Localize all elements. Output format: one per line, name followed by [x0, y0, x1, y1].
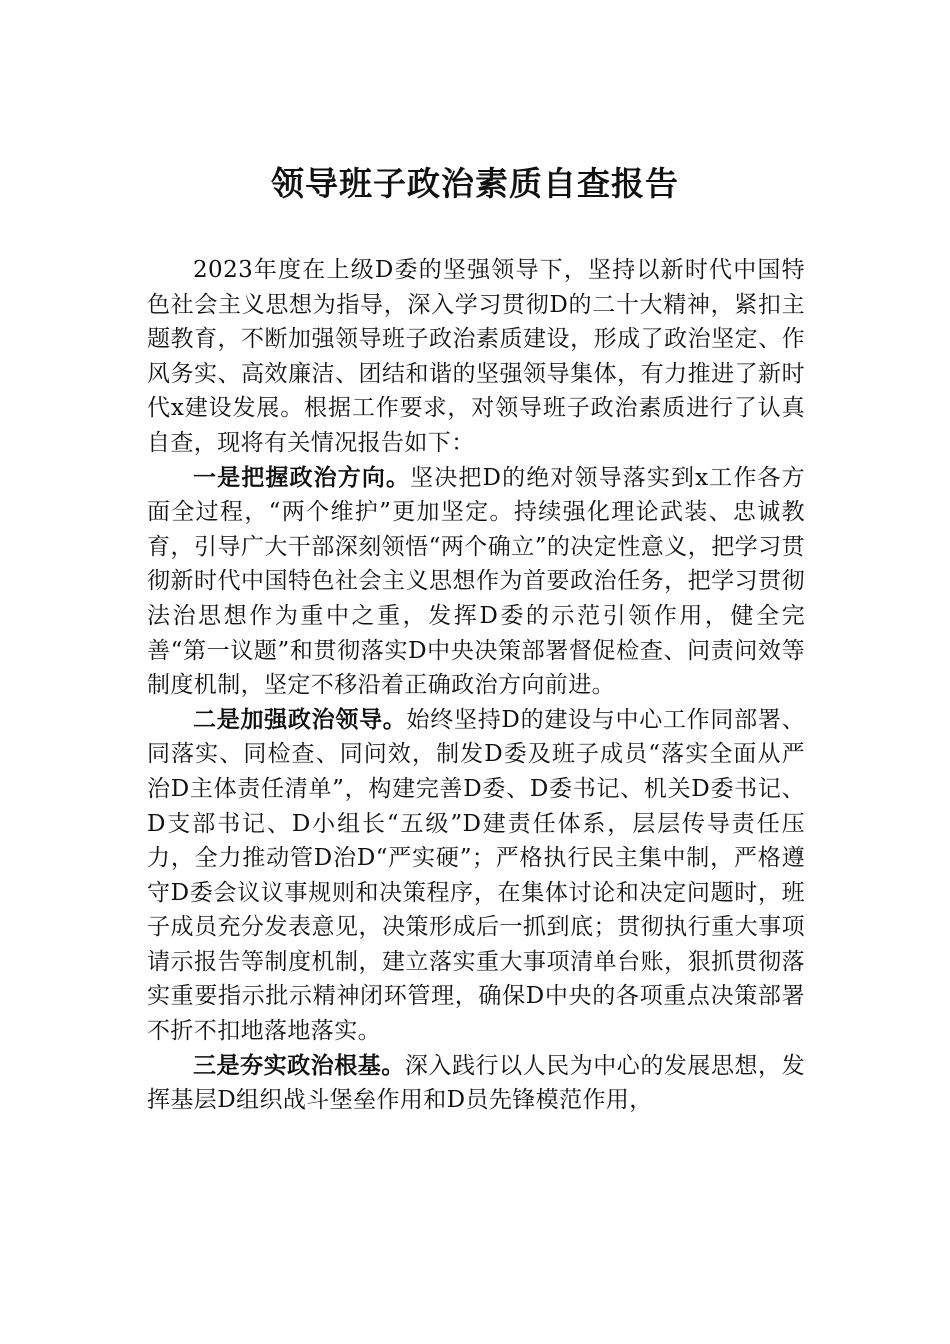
paragraph-text: 始终坚持D的建设与中心工作同部署、同落实、同检查、同问效，制发D委及班子成员“落实全面从严治D主体责任清单”，构建完善D委、D委书记、机关D委书记、D支部书记、D小组长“五级”D建责任体系，层层传导责任压力，全力推动管D治D“严实硬”；严格执行民主集中制，严格遵守D委会议议事规则和决策程序，在集体讨论和决定问题时，班子成员充分发表意见，决策形成后一抓到底；贯彻执行重大事项请示报告等制度机制，建立落实重大事项清单台账，狠抓贯彻落实重要指示批示精神闭环管理，确保D中央的各项重点决策部署不折不扣地落地落实。 [147, 706, 805, 1045]
paragraph-text: 2023年度在上级D委的坚强领导下，坚持以新时代中国特色社会主义思想为指导，深入学习贯彻D的二十大精神，紧扣主题教育，不断加强领导班子政治素质建设，形成了政治坚定、作风务实、高效廉洁、团结和谐的坚强领导集体，有力推进了新时代x建设发展。根据工作要求，对领导班子政治素质进行了认真自查，现将有关情况报告如下： [147, 257, 805, 456]
document-body [147, 253, 805, 1118]
paragraph-text: 坚决把D的绝对领导落实到x工作各方面全过程，“两个维护”更加坚定。持续强化理论武装、忠诚教育，引导广大干部深刻领悟“两个确立”的决定性意义，把学习贯彻新时代中国特色社会主义思想作为首要政治任务，把学习贯彻法治思想作为重中之重，发挥D委的示范引领作用，健全完善“第一议题”和贯彻落实D中央决策部署督促检查、问责问效等制度机制，坚定不移沿着正确政治方向前进。 [147, 464, 805, 699]
paragraph-text: 深入践行以人民为中心的发展思想，发挥基层D组织战斗堡垒作用和D员先锋模范作用， [147, 1052, 805, 1114]
paragraph-intro [147, 253, 805, 461]
paragraph-political-direction [147, 461, 805, 703]
paragraph-political-leadership [147, 703, 805, 1049]
document-title: 领导班子政治素质自查报告 [271, 164, 679, 203]
paragraph-lead: 三是夯实政治根基。 [193, 1051, 405, 1079]
paragraph-political-foundation [147, 1049, 805, 1118]
paragraph-lead: 一是把握政治方向。 [193, 463, 411, 491]
paragraph-lead: 二是加强政治领导。 [193, 705, 407, 733]
